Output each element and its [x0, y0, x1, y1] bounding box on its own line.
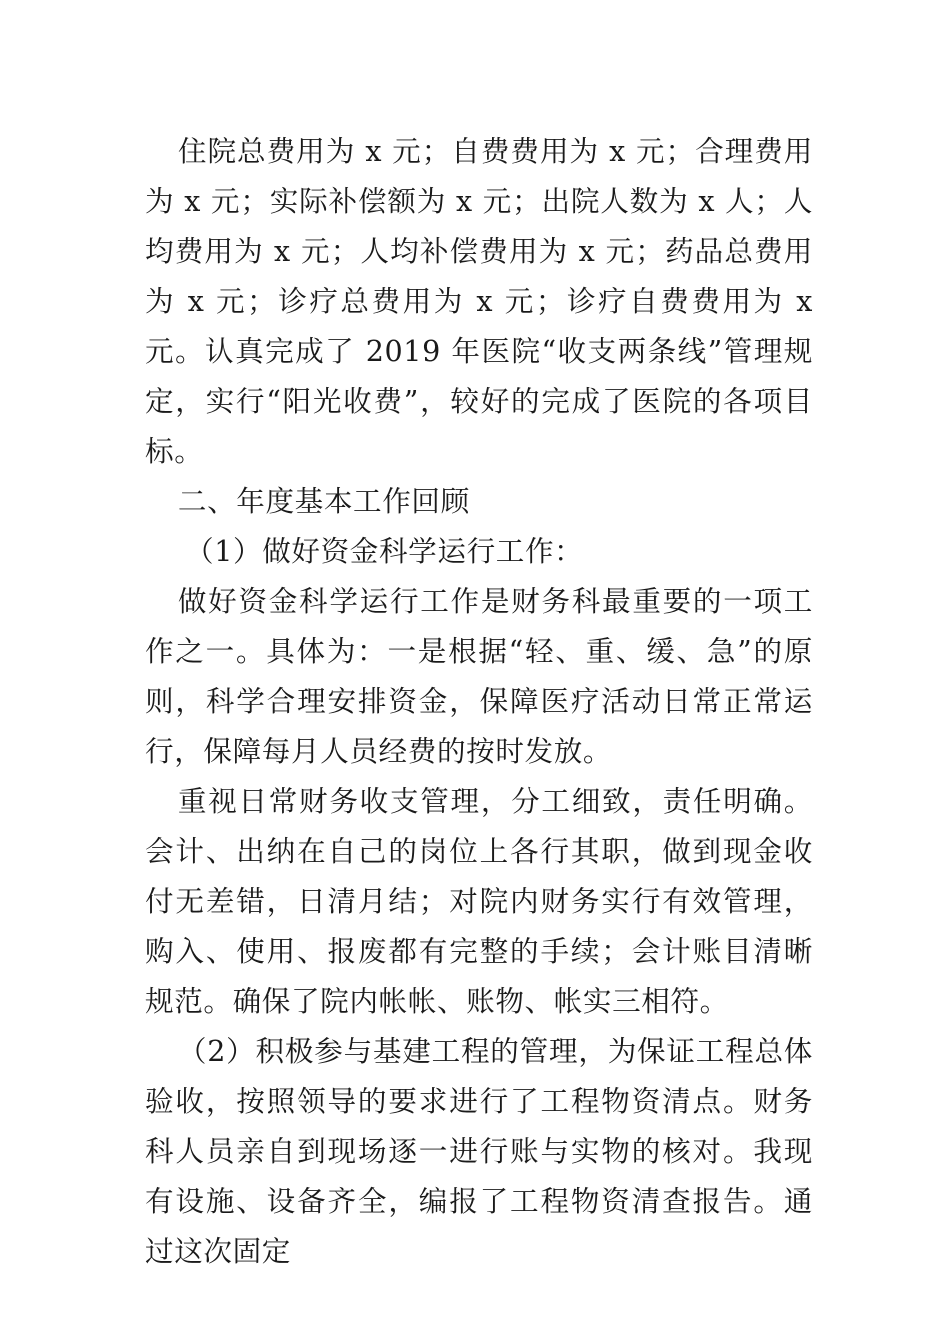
subheading-fund-operation: （1）做好资金科学运行工作：	[185, 534, 584, 568]
paragraph-fund-operation: 做好资金科学运行工作是财务科最重要的一项工作之一。具体为：一是根据“轻、重、缓、急”的原则，科学合理安排资金，保障医疗活动日常正常运行，保障每月人员经费的按时发放。	[145, 584, 813, 768]
section-heading-annual-review: 二、年度基本工作回顾	[177, 484, 470, 518]
paragraph-infrastructure: （2）积极参与基建工程的管理，为保证工程总体验收，按照领导的要求进行了工程物资清点。财务科人员亲自到现场逐一进行账与实物的核对。我现有设施、设备齐全，编报了工程物资清查报告。通过这次固定	[145, 1034, 813, 1268]
paragraph-expense-summary: 住院总费用为 x 元；自费费用为 x 元；合理费用为 x 元；实际补偿额为 x 元；出院人数为 x 人；人均费用为 x 元；人均补偿费用为 x 元；药品总费用为 x 元；诊疗总费用为 x 元；诊疗自费费用为 x 元。认真完成了 2019 年医院“收支两条线”管理规定，实行“阳光收费”，较好的完成了医院的各项目标。	[145, 134, 813, 468]
document-body	[145, 126, 813, 1276]
paragraph-daily-finance: 重视日常财务收支管理，分工细致，责任明确。会计、出纳在自己的岗位上各行其职，做到现金收付无差错，日清月结；对院内财务实行有效管理，购入、使用、报废都有完整的手续；会计账目清晰规范。确保了院内帐帐、账物、帐实三相符。	[145, 784, 813, 1018]
